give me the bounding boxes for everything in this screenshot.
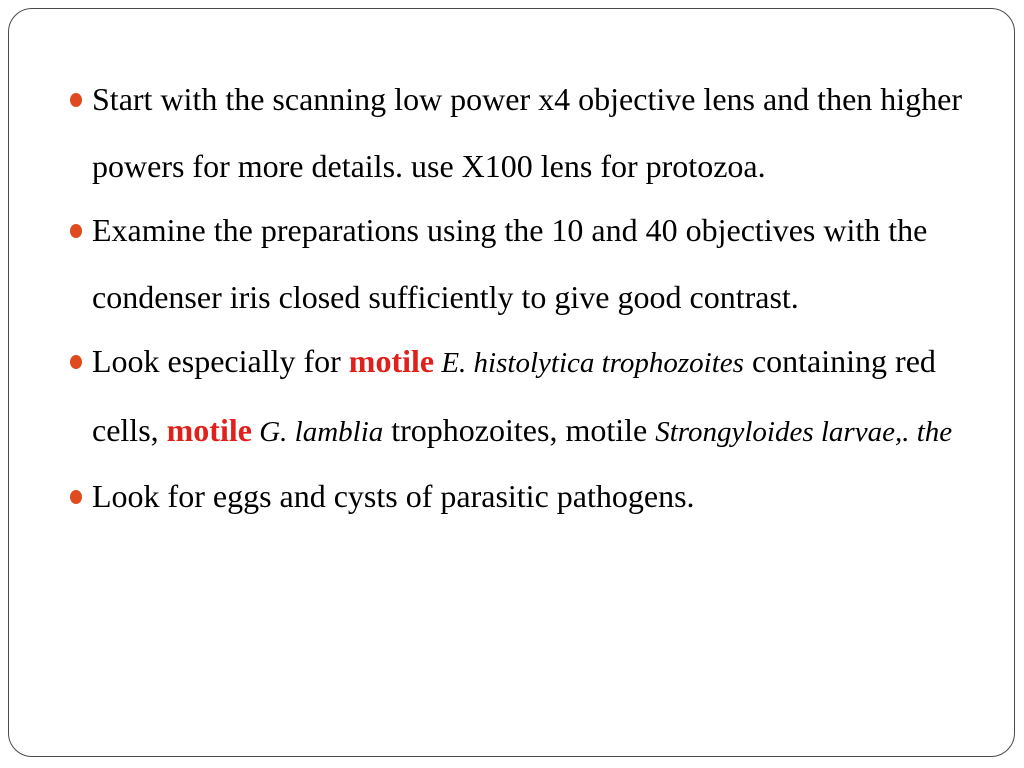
species-name: G. lamblia (251, 416, 384, 448)
bullet-list (62, 66, 982, 527)
motile-emphasis: motile (166, 412, 252, 448)
bullet-dot-icon (70, 224, 82, 238)
bullet-text: Look for eggs and cysts of parasitic pathogens. (92, 478, 695, 514)
bullet-item-3 (62, 328, 982, 466)
bullet-item-1 (62, 66, 982, 200)
species-name: E. histolytica trophozoites (434, 347, 744, 379)
bullet-text: Start with the scanning low power x4 objective lens and then higher powers for more details. use X100 lens for protozoa. (92, 81, 963, 184)
motile-emphasis: motile (348, 343, 435, 379)
bullet-dot-icon (70, 490, 82, 504)
bullet-text-part: containing red cells, (92, 343, 936, 448)
bullet-text: Examine the preparations using the 10 and 40 objectives with the condenser iris closed sufficiently to give good contrast. (92, 212, 928, 315)
species-name: Strongyloides larvae,. the (655, 416, 953, 448)
bullet-text-part: Look especially for (92, 343, 349, 379)
bullet-item-2 (62, 197, 982, 331)
bullet-item-4 (62, 463, 982, 530)
bullet-dot-icon (70, 355, 82, 369)
bullet-text-part: trophozoites, motile (383, 412, 656, 448)
bullet-dot-icon (70, 93, 82, 107)
